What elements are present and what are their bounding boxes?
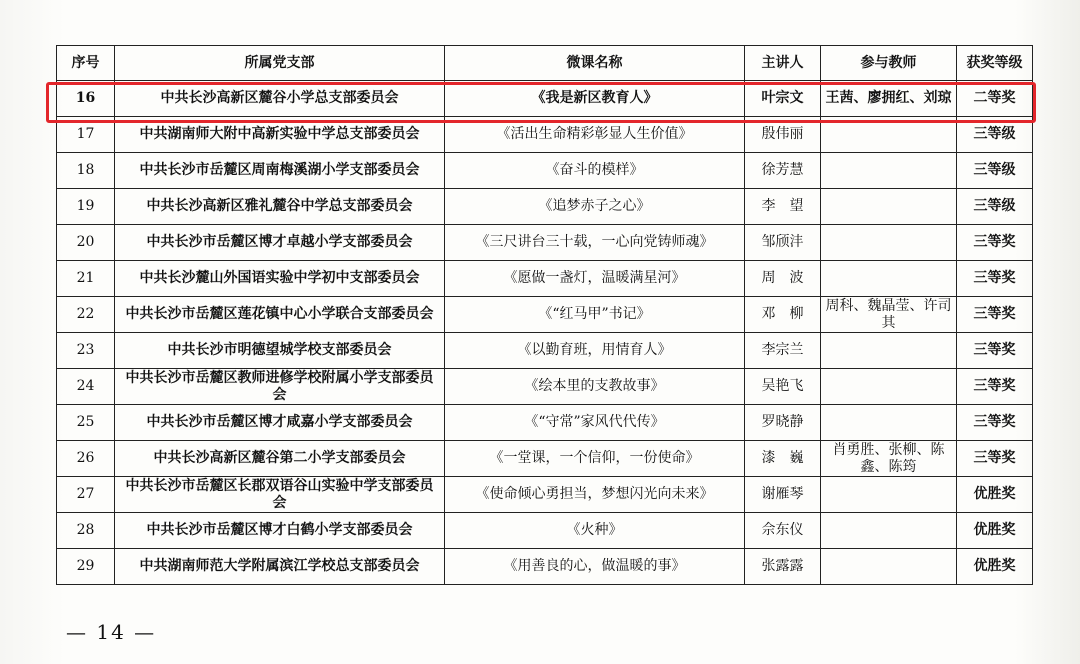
- cell-level: 三等奖: [957, 333, 1033, 369]
- table-row: [57, 549, 1033, 585]
- cell-course: 《一堂课，一个信仰，一份使命》: [445, 441, 745, 477]
- cell-speaker: 叶宗文: [745, 81, 821, 117]
- cell-teachers: [821, 477, 957, 513]
- cell-speaker: 邹颀沣: [745, 225, 821, 261]
- cell-speaker: 邓 柳: [745, 297, 821, 333]
- table-row: [57, 441, 1033, 477]
- table-row: [57, 333, 1033, 369]
- cell-speaker: 张露露: [745, 549, 821, 585]
- table-row: [57, 117, 1033, 153]
- cell-teachers: [821, 513, 957, 549]
- table-row: [57, 513, 1033, 549]
- cell-speaker: 吴艳飞: [745, 369, 821, 405]
- cell-no: 26: [57, 441, 115, 477]
- cell-branch: 中共长沙麓山外国语实验中学初中支部委员会: [115, 261, 445, 297]
- table-row: [57, 477, 1033, 513]
- table-row: [57, 153, 1033, 189]
- table-row: [57, 369, 1033, 405]
- cell-teachers: [821, 189, 957, 225]
- cell-course: 《以勤育班，用情育人》: [445, 333, 745, 369]
- cell-speaker: 李 望: [745, 189, 821, 225]
- cell-branch: 中共湖南师范大学附属滨江学校总支部委员会: [115, 549, 445, 585]
- cell-branch: 中共湖南师大附中高新实验中学总支部委员会: [115, 117, 445, 153]
- cell-teachers: 王茜、廖拥红、刘琼: [821, 81, 957, 117]
- cell-branch: 中共长沙市岳麓区周南梅溪湖小学支部委员会: [115, 153, 445, 189]
- header-speaker: 主讲人: [745, 46, 821, 81]
- cell-no: 28: [57, 513, 115, 549]
- cell-teachers: [821, 225, 957, 261]
- cell-no: 29: [57, 549, 115, 585]
- header-teachers: 参与教师: [821, 46, 957, 81]
- cell-branch: 中共长沙市岳麓区莲花镇中心小学联合支部委员会: [115, 297, 445, 333]
- cell-branch: 中共长沙高新区麓谷小学总支部委员会: [115, 81, 445, 117]
- cell-teachers: [821, 117, 957, 153]
- cell-level: 三等奖: [957, 297, 1033, 333]
- cell-course: 《绘本里的支教故事》: [445, 369, 745, 405]
- cell-teachers: [821, 369, 957, 405]
- cell-course: 《“守常”家风代代传》: [445, 405, 745, 441]
- cell-teachers: [821, 549, 957, 585]
- cell-speaker: 佘东仪: [745, 513, 821, 549]
- cell-no: 18: [57, 153, 115, 189]
- cell-course: 《愿做一盏灯，温暖满星河》: [445, 261, 745, 297]
- cell-course: 《追梦赤子之心》: [445, 189, 745, 225]
- cell-level: 三等奖: [957, 225, 1033, 261]
- cell-level: 三等奖: [957, 405, 1033, 441]
- cell-no: 23: [57, 333, 115, 369]
- cell-teachers: [821, 405, 957, 441]
- cell-no: 16: [57, 81, 115, 117]
- cell-speaker: 徐芳慧: [745, 153, 821, 189]
- cell-level: 三等级: [957, 189, 1033, 225]
- cell-level: 三等奖: [957, 369, 1033, 405]
- cell-no: 25: [57, 405, 115, 441]
- cell-level: 三等奖: [957, 261, 1033, 297]
- table-row: [57, 297, 1033, 333]
- cell-level: 优胜奖: [957, 477, 1033, 513]
- cell-teachers: [821, 261, 957, 297]
- table-row: [57, 261, 1033, 297]
- cell-speaker: 殷伟丽: [745, 117, 821, 153]
- cell-branch: 中共长沙市岳麓区博才白鹤小学支部委员会: [115, 513, 445, 549]
- cell-teachers: [821, 333, 957, 369]
- table-body: [57, 81, 1033, 585]
- cell-no: 22: [57, 297, 115, 333]
- cell-speaker: 漆 巍: [745, 441, 821, 477]
- cell-no: 20: [57, 225, 115, 261]
- cell-branch: 中共长沙市岳麓区长郡双语谷山实验中学支部委员会: [115, 477, 445, 513]
- cell-branch: 中共长沙高新区雅礼麓谷中学总支部委员会: [115, 189, 445, 225]
- cell-course: 《奋斗的模样》: [445, 153, 745, 189]
- cell-branch: 中共长沙市岳麓区博才卓越小学支部委员会: [115, 225, 445, 261]
- cell-level: 优胜奖: [957, 549, 1033, 585]
- cell-branch: 中共长沙市明德望城学校支部委员会: [115, 333, 445, 369]
- cell-course: 《三尺讲台三十载，一心向党铸师魂》: [445, 225, 745, 261]
- cell-level: 优胜奖: [957, 513, 1033, 549]
- cell-teachers: 周科、魏晶莹、许司其: [821, 297, 957, 333]
- cell-level: 二等奖: [957, 81, 1033, 117]
- cell-course: 《用善良的心，做温暖的事》: [445, 549, 745, 585]
- page-number: — 14 —: [66, 620, 157, 644]
- cell-branch: 中共长沙市岳麓区博才咸嘉小学支部委员会: [115, 405, 445, 441]
- cell-no: 21: [57, 261, 115, 297]
- cell-course: 《“红马甲”书记》: [445, 297, 745, 333]
- header-level: 获奖等级: [957, 46, 1033, 81]
- cell-teachers: 肖勇胜、张柳、陈鑫、陈筠: [821, 441, 957, 477]
- cell-course: 《活出生命精彩彰显人生价值》: [445, 117, 745, 153]
- header-no: 序号: [57, 46, 115, 81]
- cell-teachers: [821, 153, 957, 189]
- header-branch: 所属党支部: [115, 46, 445, 81]
- cell-course: 《火种》: [445, 513, 745, 549]
- table-row: [57, 81, 1033, 117]
- cell-branch: 中共长沙市岳麓区教师进修学校附属小学支部委员会: [115, 369, 445, 405]
- cell-level: 三等级: [957, 117, 1033, 153]
- table-row: [57, 189, 1033, 225]
- table-row: [57, 225, 1033, 261]
- cell-no: 17: [57, 117, 115, 153]
- cell-level: 三等级: [957, 153, 1033, 189]
- table-header-row: [57, 46, 1033, 81]
- cell-no: 19: [57, 189, 115, 225]
- cell-speaker: 周 波: [745, 261, 821, 297]
- cell-branch: 中共长沙高新区麓谷第二小学支部委员会: [115, 441, 445, 477]
- cell-speaker: 罗晓静: [745, 405, 821, 441]
- cell-level: 三等奖: [957, 441, 1033, 477]
- cell-course: 《使命倾心勇担当，梦想闪光向未来》: [445, 477, 745, 513]
- cell-no: 24: [57, 369, 115, 405]
- cell-speaker: 李宗兰: [745, 333, 821, 369]
- header-course: 微课名称: [445, 46, 745, 81]
- awards-table: [56, 45, 1033, 585]
- cell-speaker: 谢雁琴: [745, 477, 821, 513]
- table-row: [57, 405, 1033, 441]
- cell-course: 《我是新区教育人》: [445, 81, 745, 117]
- cell-no: 27: [57, 477, 115, 513]
